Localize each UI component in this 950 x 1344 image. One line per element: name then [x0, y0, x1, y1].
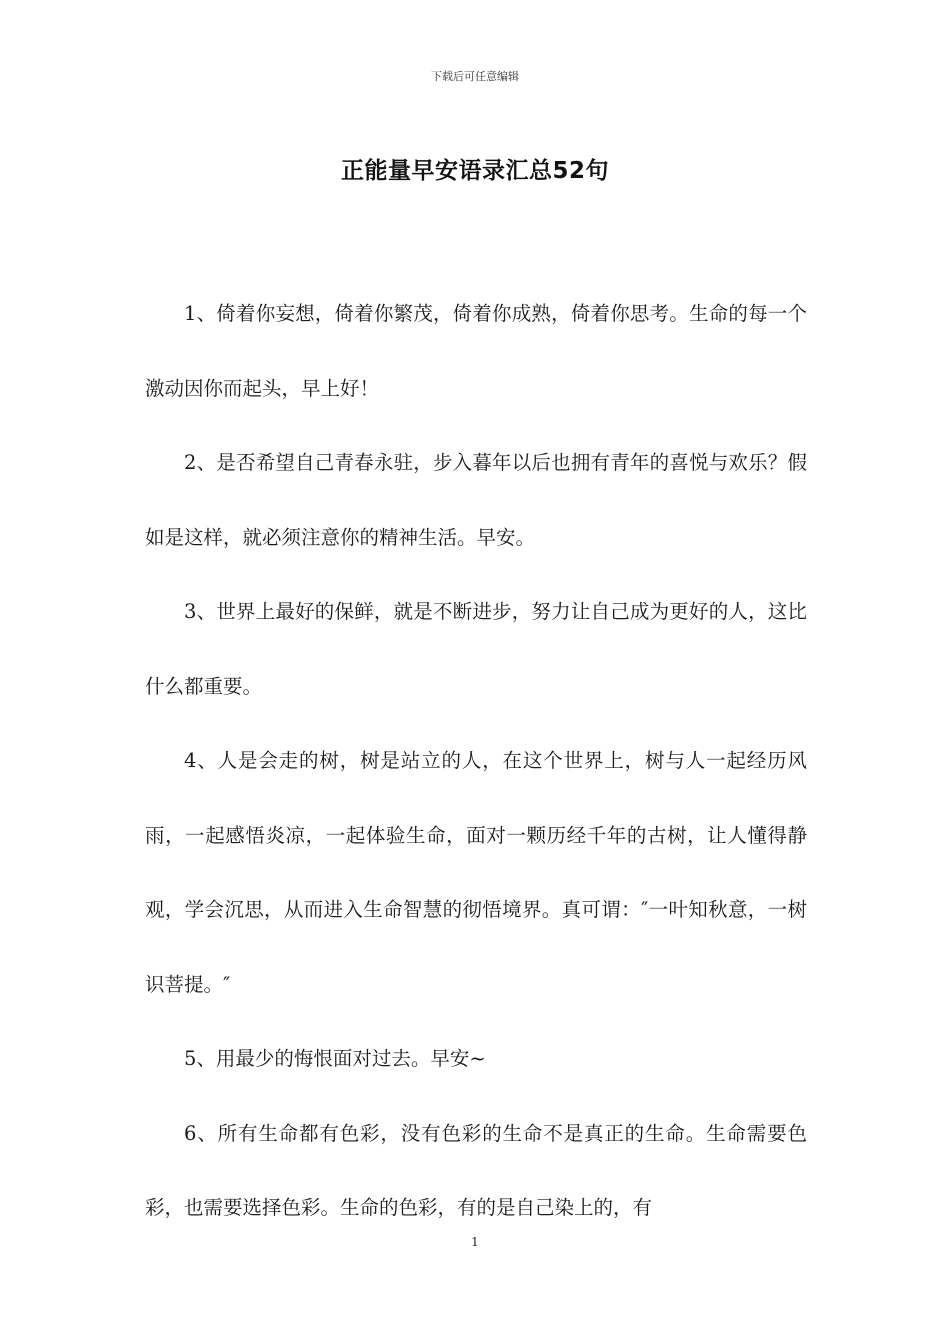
paragraph-2: 2、是否希望自己青春永驻，步入暮年以后也拥有青年的喜悦与欢乐？假如是这样，就必须注意你的精神生活。早安。	[145, 451, 807, 549]
document-body	[145, 277, 807, 1246]
paragraph-1: 1、倚着你妄想，倚着你繁茂，倚着你成熟，倚着你思考。生命的每一个激动因你而起头，早上好！	[145, 302, 807, 400]
paragraph-3: 3、世界上最好的保鲜，就是不断进步，努力让自己成为更好的人，这比什么都重要。	[145, 600, 807, 698]
paragraph-5: 5、用最少的悔恨面对过去。早安~	[184, 1047, 486, 1070]
page-number: 1	[471, 1235, 479, 1249]
paragraph-4: 4、人是会走的树，树是站立的人，在这个世界上，树与人一起经历风雨，一起感悟炎凉，一起体验生命，面对一颗历经千年的古树，让人懂得静观，学会沉思，从而进入生命智慧的彻悟境界。真可谓：″一叶知秋意，一树识菩提。″	[145, 749, 807, 996]
document-title: 正能量早安语录汇总52句	[340, 158, 609, 184]
header-note: 下载后可任意编辑	[431, 70, 519, 83]
paragraph-6: 6、所有生命都有色彩，没有色彩的生命不是真正的生命。生命需要色彩，也需要选择色彩。生命的色彩，有的是自己染上的，有	[145, 1121, 807, 1219]
